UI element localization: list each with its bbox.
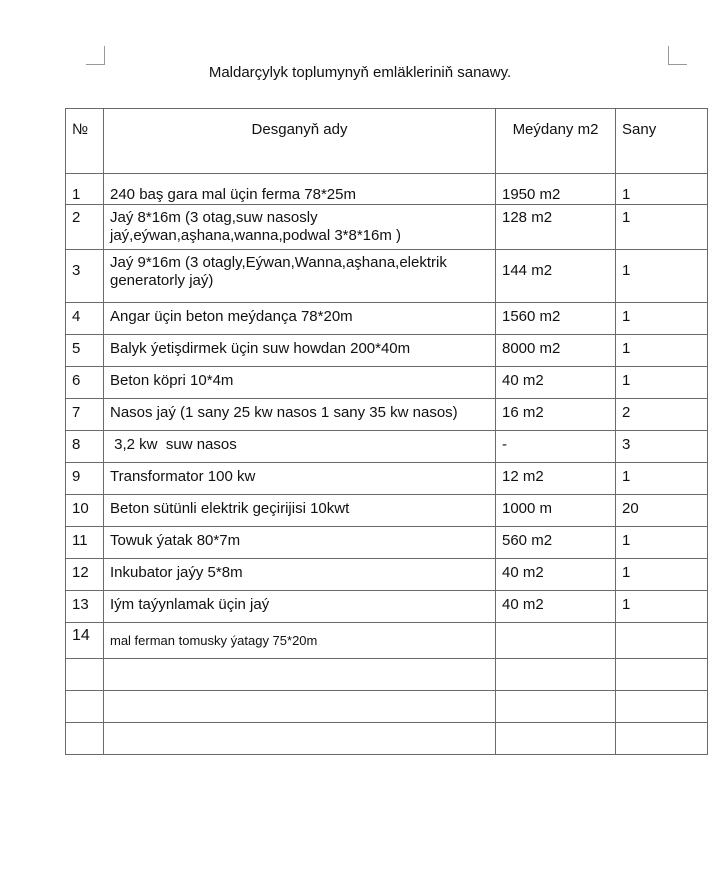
- table-row: [66, 623, 708, 659]
- row-name: 3,2 kw suw nasos: [104, 431, 496, 463]
- row-area: -: [496, 431, 616, 463]
- table-row: [66, 250, 708, 303]
- row-count: 1: [616, 303, 708, 335]
- inventory-table: [65, 108, 708, 755]
- page-corner-mark-left: [86, 46, 105, 65]
- row-area: 1950 m2: [496, 174, 616, 205]
- empty-cell: [66, 723, 104, 755]
- row-number: 1: [66, 174, 104, 205]
- row-area: 1560 m2: [496, 303, 616, 335]
- row-number: 10: [66, 495, 104, 527]
- row-area: 40 m2: [496, 591, 616, 623]
- header-name: Desganyň ady: [104, 109, 496, 174]
- row-count: 1: [616, 527, 708, 559]
- table-row: [66, 205, 708, 250]
- table-row: [66, 303, 708, 335]
- table-row-empty: [66, 723, 708, 755]
- table-row: [66, 591, 708, 623]
- empty-cell: [496, 691, 616, 723]
- row-count: 1: [616, 591, 708, 623]
- header-number: №: [66, 109, 104, 174]
- page-corner-mark-right: [668, 46, 687, 65]
- row-number: 13: [66, 591, 104, 623]
- row-name: Balyk ýetişdirmek üçin suw howdan 200*40m: [104, 335, 496, 367]
- row-count: [616, 623, 708, 659]
- row-count: 1: [616, 174, 708, 205]
- empty-cell: [616, 691, 708, 723]
- empty-cell: [616, 723, 708, 755]
- table-row-empty: [66, 691, 708, 723]
- row-area: 16 m2: [496, 399, 616, 431]
- table-row: [66, 367, 708, 399]
- row-count: 3: [616, 431, 708, 463]
- table-row: [66, 559, 708, 591]
- table-row: [66, 495, 708, 527]
- table-row: [66, 399, 708, 431]
- document-title: Maldarçylyk toplumynyň emläkleriniň sanawy.: [208, 64, 512, 81]
- row-name: Jaý 9*16m (3 otagly,Eýwan,Wanna,aşhana,elektrik generatorly jaý): [104, 250, 496, 303]
- row-count: 20: [616, 495, 708, 527]
- row-number: 12: [66, 559, 104, 591]
- empty-cell: [104, 723, 496, 755]
- table-row: [66, 431, 708, 463]
- table-row: [66, 174, 708, 205]
- row-name: Beton köpri 10*4m: [104, 367, 496, 399]
- row-area: 40 m2: [496, 367, 616, 399]
- row-count: 1: [616, 463, 708, 495]
- row-name: Iým taýynlamak üçin jaý: [104, 591, 496, 623]
- row-area: 144 m2: [496, 250, 616, 303]
- row-name: mal ferman tomusky ýatagy 75*20m: [110, 633, 318, 648]
- row-area: 12 m2: [496, 463, 616, 495]
- row-count: 1: [616, 559, 708, 591]
- row-number: 6: [66, 367, 104, 399]
- table-row: [66, 527, 708, 559]
- row-name: Transformator 100 kw: [104, 463, 496, 495]
- row-name: Inkubator jaýy 5*8m: [104, 559, 496, 591]
- table-row-empty: [66, 659, 708, 691]
- row-count: 1: [616, 205, 708, 250]
- row-number: 4: [66, 303, 104, 335]
- table-row: [66, 463, 708, 495]
- row-count: 1: [616, 250, 708, 303]
- row-number: 11: [66, 527, 104, 559]
- empty-cell: [104, 659, 496, 691]
- header-count: Sany: [616, 109, 708, 174]
- table-row: [66, 335, 708, 367]
- row-name: Jaý 8*16m (3 otag,suw nasosly jaý,eýwan,aşhana,wanna,podwal 3*8*16m ): [104, 205, 496, 250]
- row-name: 240 baş gara mal üçin ferma 78*25m: [104, 174, 496, 205]
- row-area: 40 m2: [496, 559, 616, 591]
- row-number: 5: [66, 335, 104, 367]
- row-number: 3: [66, 250, 104, 303]
- row-area: 1000 m: [496, 495, 616, 527]
- row-count: 1: [616, 367, 708, 399]
- row-number: 8: [66, 431, 104, 463]
- row-number: 7: [66, 399, 104, 431]
- row-area: [496, 623, 616, 659]
- row-area: 8000 m2: [496, 335, 616, 367]
- row-name: Angar üçin beton meýdança 78*20m: [104, 303, 496, 335]
- empty-cell: [66, 659, 104, 691]
- empty-cell: [616, 659, 708, 691]
- row-count: 2: [616, 399, 708, 431]
- row-area: 560 m2: [496, 527, 616, 559]
- row-count: 1: [616, 335, 708, 367]
- header-area: Meýdany m2: [496, 109, 616, 174]
- row-number: 14: [66, 623, 104, 659]
- row-name: Towuk ýatak 80*7m: [104, 527, 496, 559]
- row-area: 128 m2: [496, 205, 616, 250]
- empty-cell: [496, 659, 616, 691]
- row-name: Beton sütünli elektrik geçirijisi 10kwt: [104, 495, 496, 527]
- empty-cell: [496, 723, 616, 755]
- row-number: 9: [66, 463, 104, 495]
- empty-cell: [104, 691, 496, 723]
- table-header-row: [66, 109, 708, 174]
- row-name: Nasos jaý (1 sany 25 kw nasos 1 sany 35 kw nasos): [104, 399, 496, 431]
- empty-cell: [66, 691, 104, 723]
- row-number: 2: [66, 205, 104, 250]
